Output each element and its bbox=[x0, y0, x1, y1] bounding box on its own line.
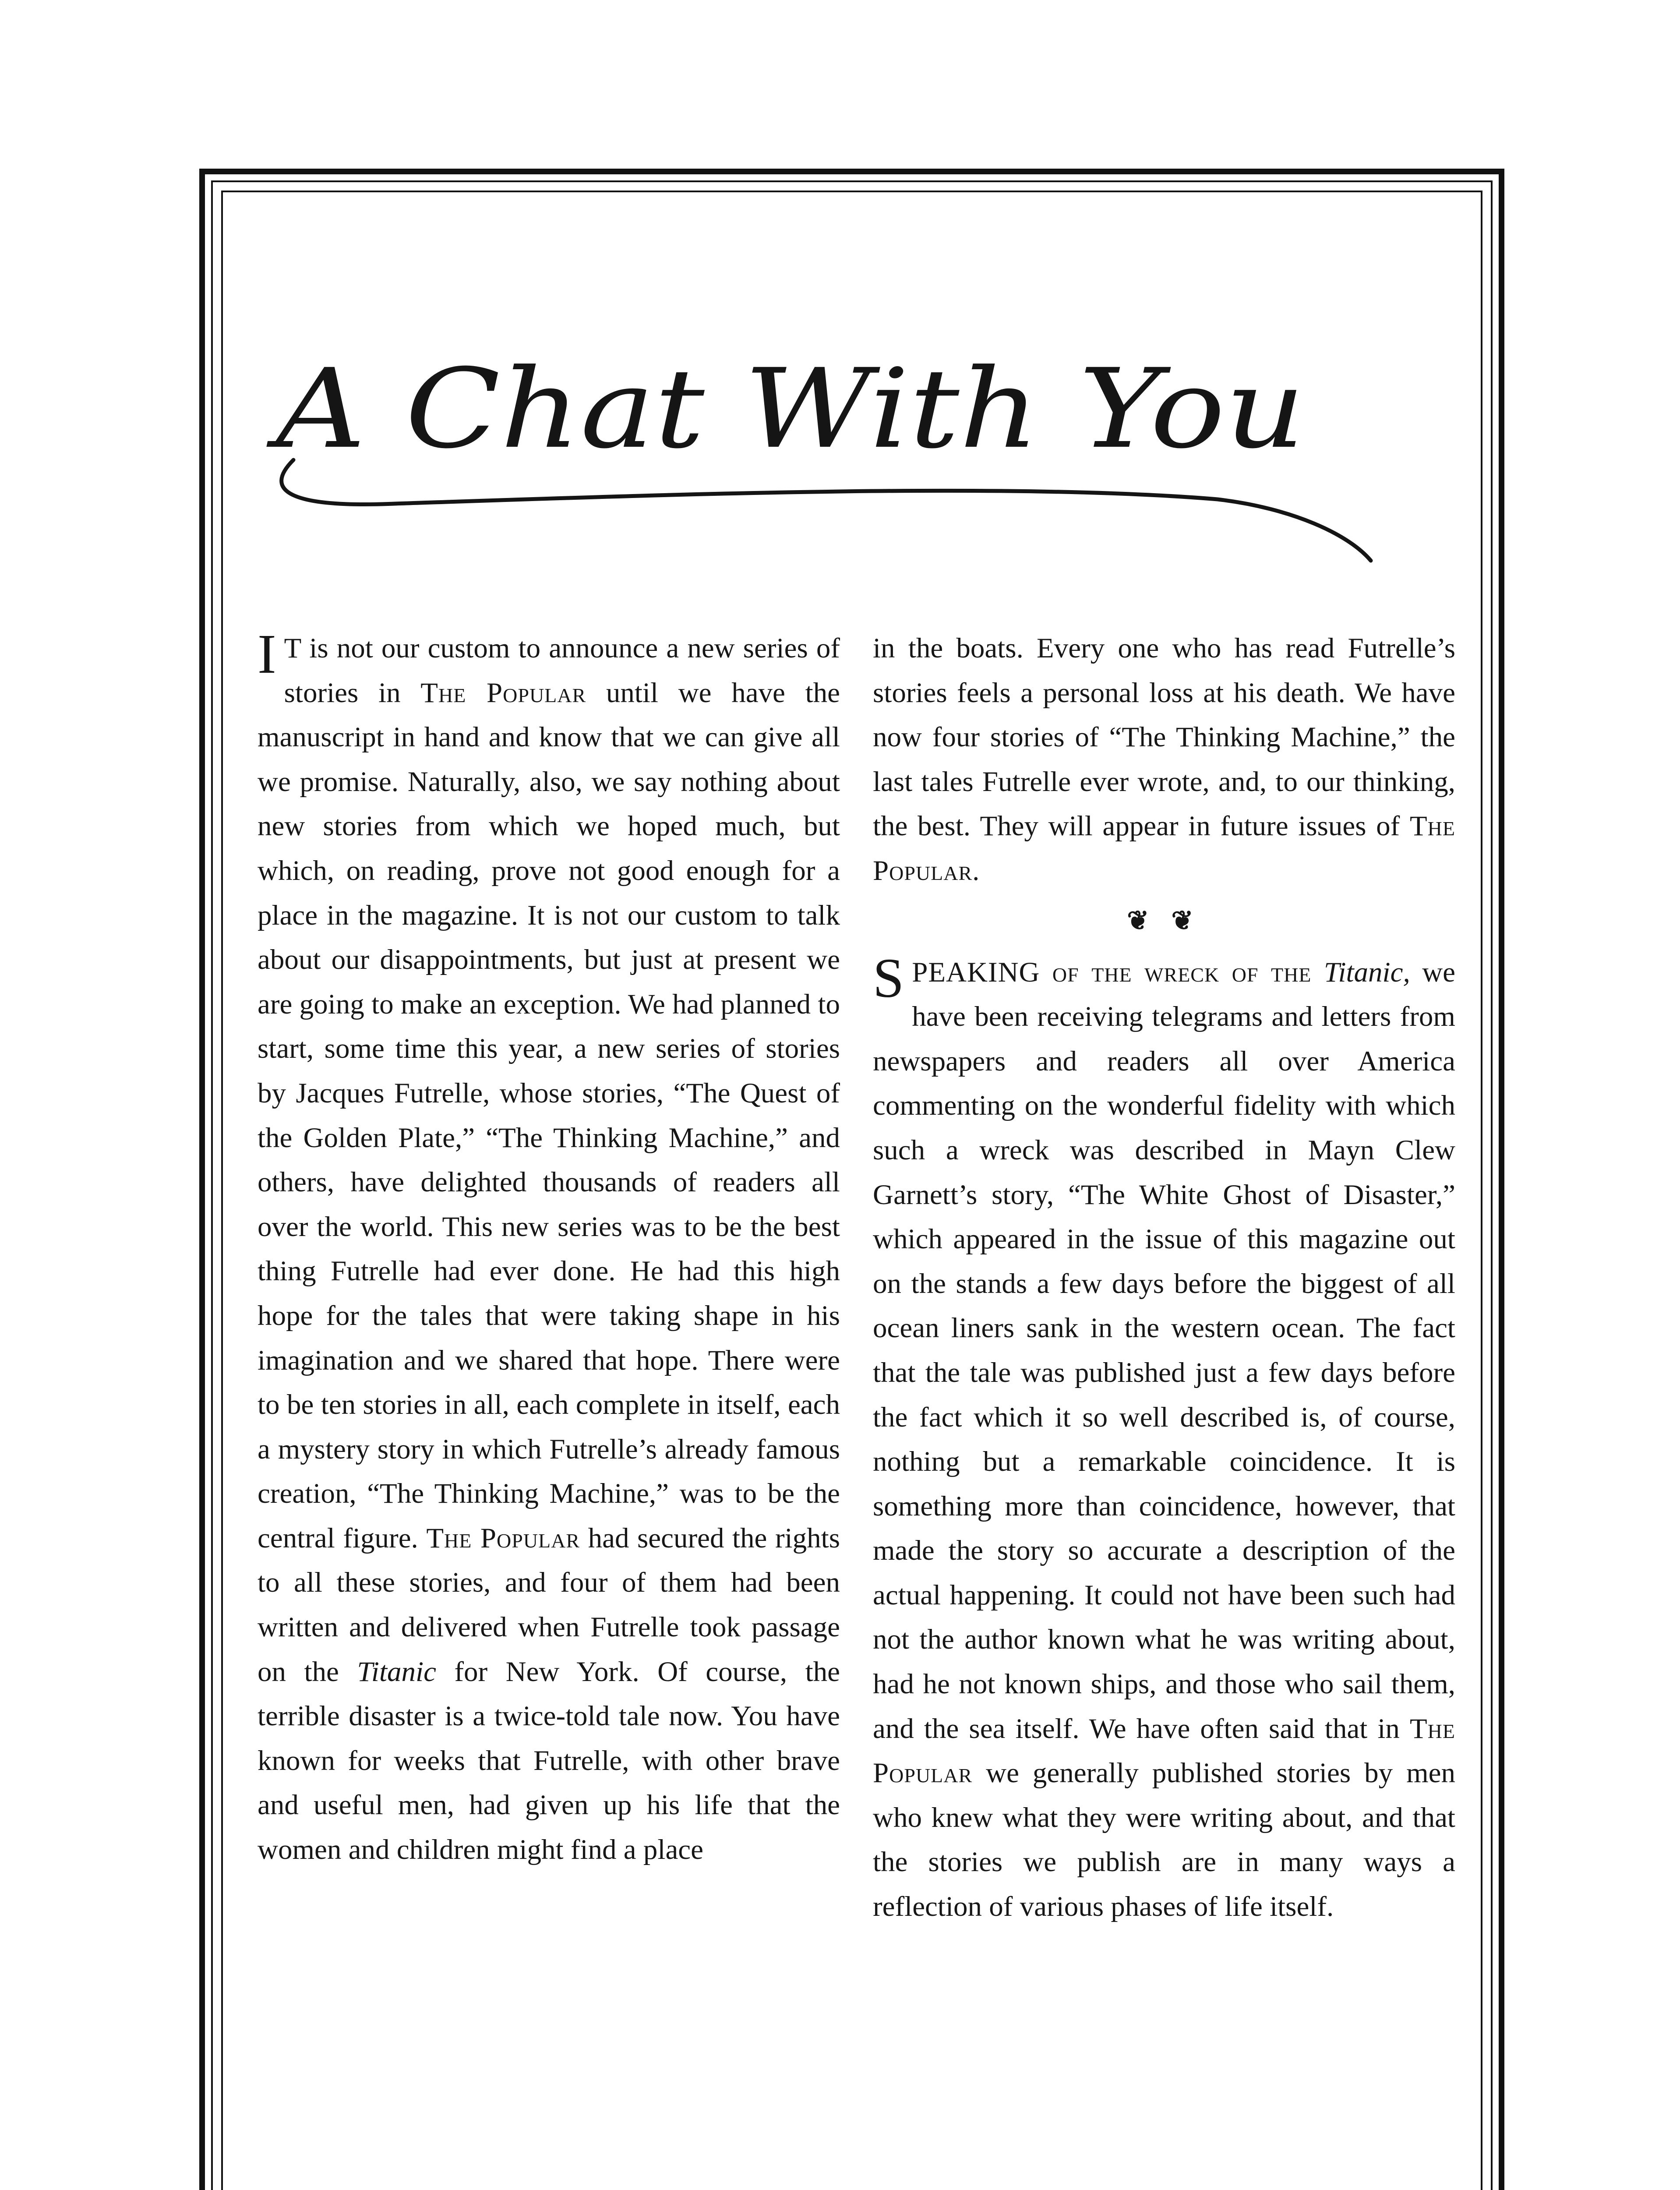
section-ornament: ❦ ❦ bbox=[1127, 906, 1201, 935]
continuation-text: in the boats. Every one who has read Futrelle’s stories feels a personal loss at his death. We have now four stories of “The Thinking Machine,” the last tales Futrelle ever wrote, and, to our thinking, the best. They will appear in future issues of bbox=[873, 632, 1455, 842]
article-paragraph-1 bbox=[258, 623, 840, 1872]
article-paragraph-1-continued bbox=[873, 626, 1455, 894]
publication-name: The Popular bbox=[426, 1522, 580, 1554]
script-title-text: A Chat With You bbox=[266, 345, 1305, 473]
title-flourish-underline bbox=[282, 460, 1371, 561]
article-column-right bbox=[873, 626, 1455, 1929]
drop-cap-s: S bbox=[873, 947, 904, 1009]
paragraph-1-text: T is not our custom to announce a new series of stories in bbox=[284, 632, 840, 709]
paragraph-2-text-c: we generally published stories by men who knew what they were writing about, and that the stories we publish are in many ways a reflection of various phases of life itself. bbox=[873, 1757, 1455, 1923]
paragraph-2-text: we have been receiving telegrams and letters from newspapers and readers all over America commenting on the wonderful fidelity with which such a wreck was described in Mayn Clew Garnett’s story, “The White Ghost of Disaster,” which appeared in the issue of this magazine out on the stands a few days before the biggest of all ocean liners sank in the western ocean. The fact that the tale was published just a few days before the fact which it so well described is, of course, nothing but a remarkable coincidence. It is something more than coincidence, however, that made the story so accurate a description of the actual happening. It could not have been such had not the author known what he was writing about, had he not known ships, and those who sail them, and the sea itself. We have often said that in bbox=[873, 956, 1455, 1745]
drop-cap-i: I bbox=[258, 623, 276, 685]
publication-name: The Popular. bbox=[873, 810, 1455, 887]
paragraph-1-text-b: until we have the manuscript in hand and know that we can give all we promise. Naturally, also, we say nothing about new stories from which we hoped much, but which, on reading, prove not good enough for a place in the magazine. It is not our custom to talk about our disappointments, but just at present we are going to make an exception. We had planned to start, some time this year, a new series of stories by Jacques Futrelle, whose stories, “The Quest of the Golden Plate,” “The Thinking Machine,” and others, have delighted thousands of readers all over the world. This new series was to be the best thing Futrelle had ever done. He had this high hope for the tales that were taking shape in his imagination and we shared that hope. There were to be ten stories in all, each complete in itself, each a mystery story in which Futrelle’s already famous creation, “The Thinking Machine,” was to be the central figure. bbox=[258, 677, 840, 1554]
script-title bbox=[263, 315, 1445, 578]
paragraph-1-text-c: had secured the rights to all these stories, and four of them had been written and delivered when Futrelle took passage on the bbox=[258, 1522, 840, 1688]
paragraph-2-lead: PEAKING of the wreck of the bbox=[912, 956, 1324, 988]
article-paragraph-2 bbox=[873, 947, 1455, 1929]
publication-name: The Popular bbox=[420, 677, 586, 709]
ship-name: Titanic bbox=[357, 1656, 436, 1688]
ship-name: Titanic, bbox=[1324, 956, 1410, 988]
publication-name: The Popular bbox=[873, 1713, 1455, 1789]
article-column-left bbox=[258, 623, 840, 1872]
paragraph-1-text-d: for New York. Of course, the terrible disaster is a twice-told tale now. You have known for weeks that Futrelle, with other brave and useful men, had given up his life that the women and children might find a place bbox=[258, 1656, 840, 1866]
